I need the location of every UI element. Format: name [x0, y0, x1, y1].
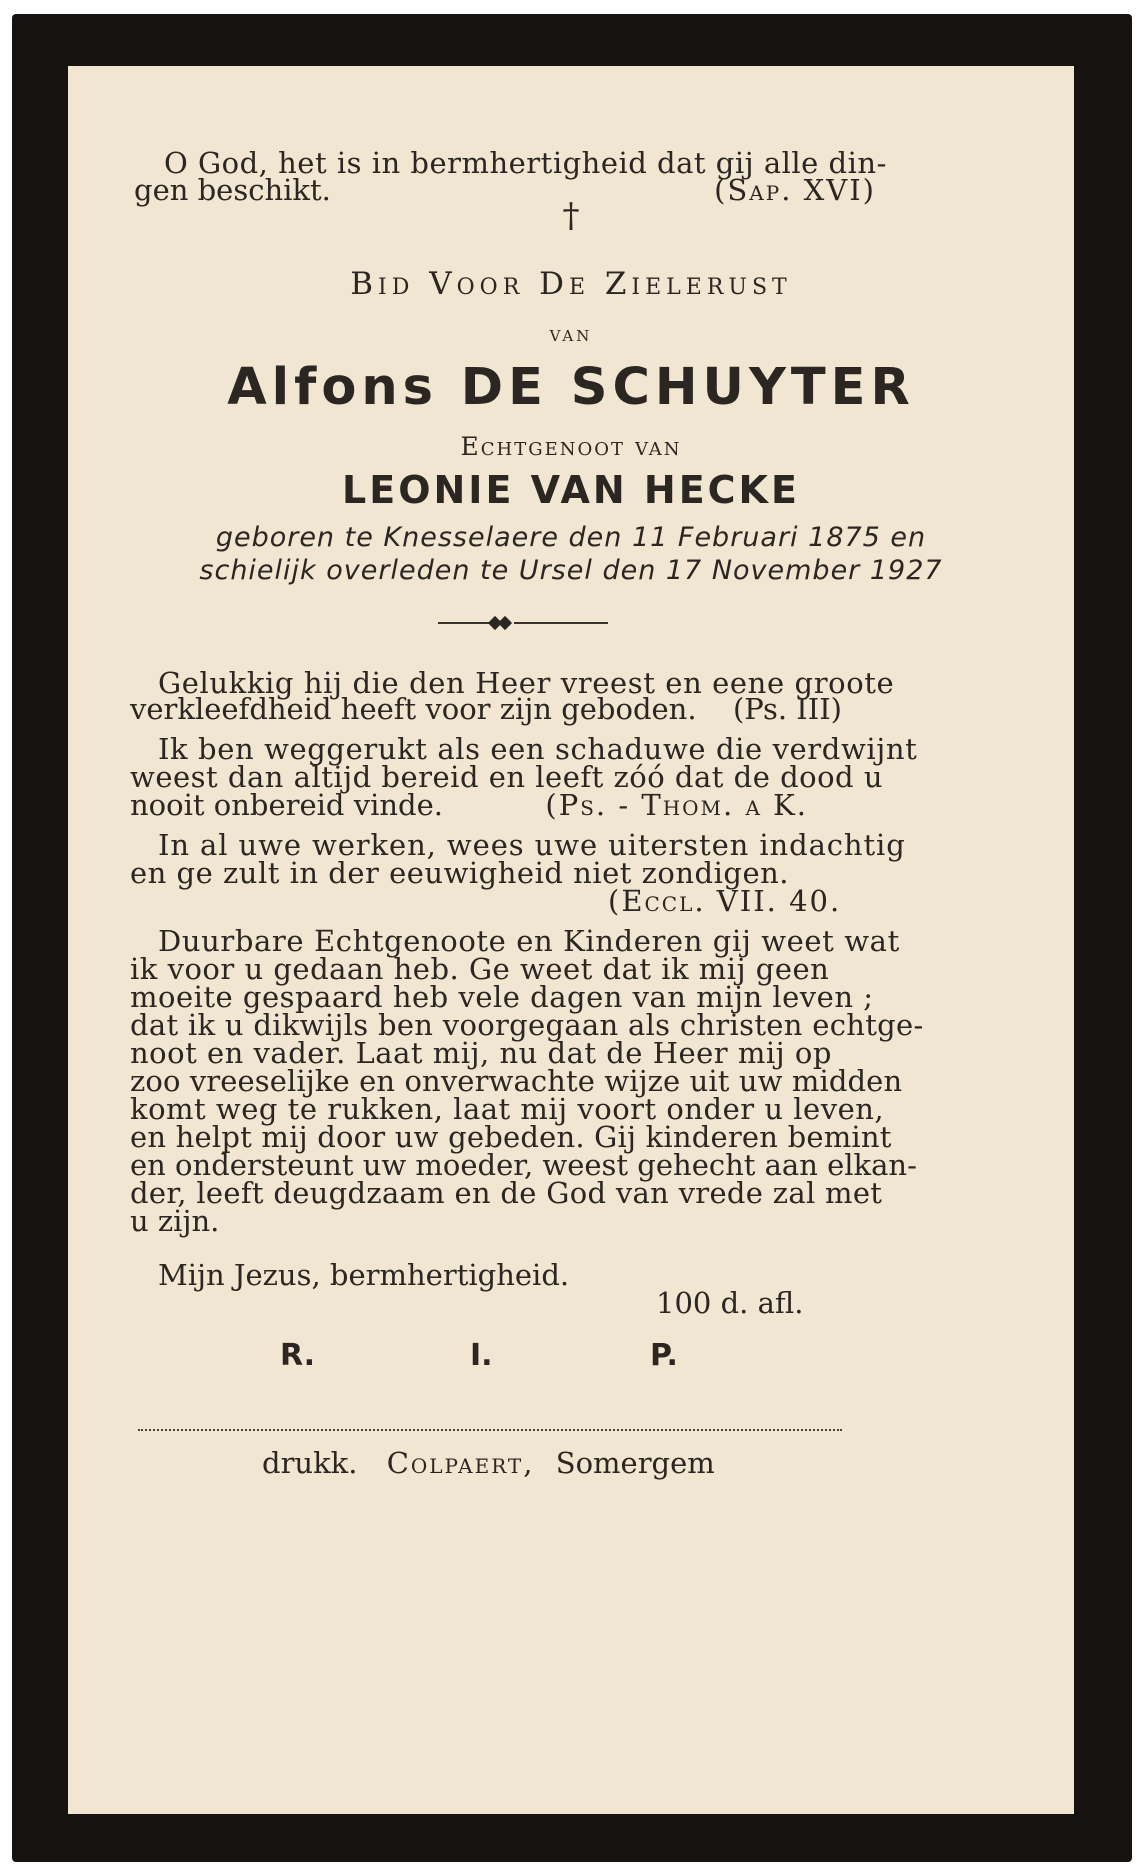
printer-place: Somergem: [555, 1446, 715, 1480]
indulgence-note: 100 d. afl.: [656, 1286, 804, 1320]
paragraph-4-line-8: en helpt mij door uw gebeden. Gij kinderen bemint: [130, 1120, 892, 1154]
closing-prayer: Mijn Jezus, bermhertigheid.: [158, 1258, 570, 1292]
death-line: schielijk overleden te Ursel den 17 November 1927: [199, 555, 943, 586]
separator-left: [438, 622, 490, 624]
deceased-name: Alfons DE SCHUYTER: [227, 358, 915, 417]
spouse-name: LEONIE VAN HECKE: [342, 468, 800, 512]
rip-r: R.: [280, 1338, 316, 1373]
printer-line: [262, 1446, 715, 1480]
paragraph-1-last: [130, 692, 842, 726]
spouse-label: Echtgenoot van: [460, 432, 682, 461]
paragraph-1-reference: (Ps. III): [732, 692, 842, 726]
separator-right: [514, 622, 608, 624]
cross-icon: †: [562, 196, 580, 236]
mourning-card-border: [12, 14, 1132, 1862]
paragraph-2-line-1: Ik ben weggerukt als een schaduwe die verdwijnt: [158, 732, 918, 766]
paragraph-2-reference: (Ps. - Thom. a K.: [545, 788, 808, 822]
verse-line-1-text: O God, het is in bermhertigheid dat gij alle din-: [164, 146, 887, 180]
paragraph-4-line-7: komt weg te rukken, laat mij voort onder u leven,: [130, 1092, 885, 1126]
verse-line-2-text: gen beschikt.: [134, 173, 331, 207]
printer-name: Colpaert,: [386, 1446, 535, 1480]
paragraph-3-last: en ge zult in der eeuwigheid niet zondigen.: [130, 856, 790, 890]
verse-reference: (Sap. XVI): [714, 173, 876, 207]
paragraph-4-line-9: en ondersteunt uw moeder, weest gehecht aan elkan-: [130, 1148, 917, 1182]
paragraph-4-last: u zijn.: [130, 1204, 220, 1238]
prayer-heading: Bid Voor De Zielerust: [350, 266, 792, 302]
paragraph-4-line-3: moeite gespaard heb vele dagen van mijn leven ;: [130, 980, 874, 1014]
paragraph-4-line-5: noot en vader. Laat mij, nu dat de Heer mij op: [130, 1036, 832, 1070]
paragraph-3-line-1: In al uwe werken, wees uwe uitersten indachtig: [158, 828, 906, 862]
birth-line: geboren te Knesselaere den 11 Februari 1875 en: [215, 522, 927, 553]
paragraph-2-last-text: nooit onbereid vinde.: [130, 788, 443, 822]
rip-i: I.: [470, 1338, 493, 1373]
paragraph-4-line-6: zoo vreeselijke en onverwachte wijze uit uw midden: [130, 1064, 903, 1098]
separator-ornament: [498, 616, 512, 630]
paragraph-2-line-2: weest dan altijd bereid en leeft zóó dat de dood u: [130, 760, 884, 794]
paragraph-2-last: [130, 788, 808, 822]
paragraph-4-line-10: der, leeft deugdzaam en de God van vrede zal met: [130, 1176, 883, 1210]
dotted-rule: [138, 1429, 842, 1431]
paragraph-4-line-4: dat ik u dikwijls ben voorgegaan als christen echtge-: [130, 1008, 924, 1042]
card-paper: [68, 66, 1074, 1814]
paragraph-3-reference: (Eccl. VII. 40.: [608, 884, 842, 918]
printer-label: drukk.: [262, 1446, 358, 1480]
paragraph-1-line-1: Gelukkig hij die den Heer vreest en eene groote: [158, 666, 895, 700]
van-label: van: [549, 322, 593, 347]
rip-p: P.: [650, 1338, 678, 1373]
paragraph-4-line-1: Duurbare Echtgenoote en Kinderen gij weet wat: [158, 924, 900, 958]
paragraph-4-line-2: ik voor u gedaan heb. Ge weet dat ik mij geen: [130, 952, 830, 986]
paragraph-1-last-text: verkleefdheid heeft voor zijn geboden.: [130, 692, 697, 726]
